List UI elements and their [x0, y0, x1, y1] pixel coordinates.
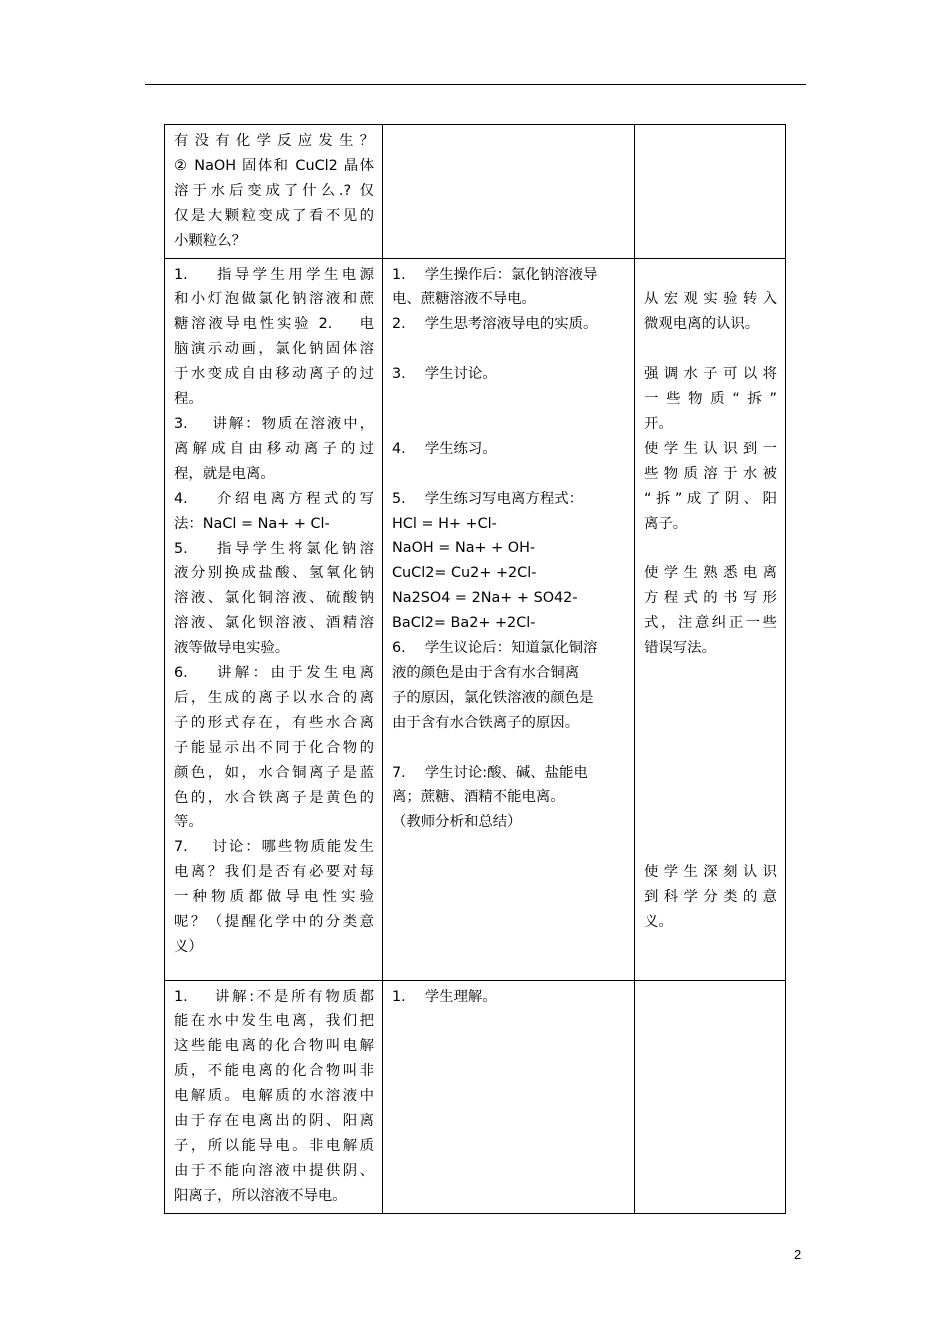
- page-number: 2: [794, 1247, 802, 1262]
- text-line: 这些能电离的化合物叫电解: [174, 1038, 374, 1055]
- text-line: 阳离子，所以溶液不导电。: [174, 1187, 347, 1204]
- text-line: 有没有化学反应发生？: [174, 133, 374, 149]
- text-line: 1. 学生操作后：氯化钠溶液导: [392, 266, 598, 283]
- text-line: 于水变成自由移动离子的过: [174, 366, 374, 383]
- blank-line: [644, 686, 777, 711]
- table-row: [165, 980, 786, 1213]
- design-intent-cell: [635, 125, 786, 259]
- blank-line: [644, 785, 777, 810]
- text-line: 子的形式存在，有些水合离: [174, 714, 374, 731]
- text-line: 到科学分类的意: [644, 889, 777, 906]
- text-line: 微观电离的认识。: [644, 316, 760, 333]
- blank-line: [644, 661, 777, 686]
- text-line: 液等做导电实验。: [174, 640, 290, 657]
- text-line: 义）: [174, 939, 203, 955]
- teacher-activity-cell: [165, 980, 383, 1213]
- text-line: 后，生成的离子以水合的离: [174, 689, 374, 706]
- text-line: 一种物质都做导电性实验: [174, 889, 374, 906]
- text-line: 些物质溶于水被: [644, 465, 777, 482]
- text-line: 一些物质“拆”: [644, 391, 777, 408]
- text-line: 5. 学生练习写电离方程式：: [392, 490, 583, 507]
- text-line: 质，不能电离的化合物叫非: [174, 1063, 374, 1080]
- text-line: 液的颜色是由于含有水合铜离: [392, 664, 580, 681]
- student-activity-cell: [383, 125, 635, 259]
- blank-line: [644, 761, 777, 786]
- lesson-plan-table: [164, 124, 786, 1214]
- blank-line: [644, 736, 777, 761]
- text-line: 2. 学生思考溶液导电的实质。: [392, 316, 598, 333]
- text-line: 能在水中发生电离，我们把: [174, 1013, 374, 1030]
- text-line: 式，注意纠正一些: [644, 615, 777, 632]
- student-activity-cell: [383, 258, 635, 980]
- text-line: 1. 指导学生用学生电源: [174, 266, 374, 283]
- text-line: 糖溶液导电性实验 2. 电: [174, 316, 374, 333]
- text-line: 脑演示动画，氯化钠固体溶: [174, 341, 374, 358]
- text-line: 电离？我们是否有必要对每: [174, 864, 374, 881]
- text-line: 开。: [644, 415, 673, 432]
- text-line: 使学生认识到一: [644, 440, 777, 457]
- blank-line: [392, 387, 626, 412]
- teacher-activity-cell: [165, 258, 383, 980]
- text-line: 3. 学生讨论。: [392, 366, 497, 383]
- blank-line: [392, 462, 626, 487]
- text-line: 错误写法。: [644, 640, 716, 657]
- blank-line: [644, 835, 777, 860]
- text-line: （教师分析和总结）: [392, 814, 522, 831]
- text-line: 7. 讨论：哪些物质能发生: [174, 839, 374, 856]
- text-line: “拆”成了阴、阳: [644, 490, 777, 507]
- blank-line: [644, 810, 777, 835]
- text-line: BaCl2= Ba2+ +2Cl-: [392, 615, 536, 632]
- text-line: 电解质。电解质的水溶液中: [174, 1088, 374, 1105]
- text-line: 溶于水后变成了什么.? 仅: [174, 182, 374, 199]
- text-line: 等。: [174, 814, 203, 831]
- text-line: 液分别换成盐酸、氢氧化钠: [174, 565, 374, 582]
- text-line: 离；蔗糖、酒精不能电离。: [392, 789, 565, 806]
- text-line: 子能显示出不同于化合物的: [174, 739, 374, 756]
- header-rule: [145, 84, 806, 85]
- blank-line: [644, 536, 777, 561]
- text-line: 由于存在电离出的阴、阳离: [174, 1113, 374, 1130]
- text-line: 子，所以能导电。非电解质: [174, 1137, 374, 1154]
- text-line: 色的，水合铁离子是黄色的: [174, 789, 374, 806]
- text-line: 强调水子可以将: [644, 366, 777, 383]
- text-line: 仅是大颗粒变成了看不见的: [174, 207, 374, 224]
- text-line: 溶液、氯化铜溶液、硫酸钠: [174, 590, 374, 607]
- text-line: 电、蔗糖溶液不导电。: [392, 291, 536, 308]
- teacher-activity-cell: [165, 125, 383, 259]
- text-line: CuCl2= Cu2+ +2Cl-: [392, 565, 537, 582]
- text-line: Na2SO4 = 2Na+ + SO42-: [392, 590, 578, 607]
- text-line: 6. 讲解：由于发生电离: [174, 665, 374, 682]
- text-line: 由于含有水合铁离子的原因。: [392, 714, 580, 731]
- blank-line: [392, 736, 626, 761]
- text-line: 法：NaCl = Na+ + Cl-: [174, 515, 330, 532]
- blank-line: [392, 412, 626, 437]
- text-line: 颜色，如，水合铜离子是蓝: [174, 764, 374, 781]
- text-line: 和小灯泡做氯化钠溶液和蔗: [174, 291, 374, 308]
- table-row: [165, 125, 786, 259]
- blank-line: [392, 337, 626, 362]
- text-line: 5. 指导学生将氯化钠溶: [174, 540, 374, 557]
- text-line: 小颗粒么？: [174, 232, 246, 249]
- text-line: 溶液、氯化钡溶液、酒精溶: [174, 615, 374, 632]
- blank-line: [644, 711, 777, 736]
- text-line: 义。: [644, 913, 673, 930]
- design-intent-cell: [635, 980, 786, 1213]
- text-line: 1. 讲解:不是所有物质都: [174, 988, 374, 1005]
- text-line: ② NaOH 固体和 CuCl2 晶体: [174, 157, 374, 174]
- text-line: 使学生熟悉电离: [644, 565, 777, 582]
- text-line: 6. 学生议论后：知道氯化铜溶: [392, 640, 598, 657]
- text-line: NaOH = Na+ + OH-: [392, 540, 536, 557]
- text-line: 4. 学生练习。: [392, 440, 497, 457]
- text-line: 从宏观实验转入: [644, 291, 777, 308]
- table-row: [165, 258, 786, 980]
- text-line: 程，就是电离。: [174, 465, 275, 482]
- text-line: 程。: [174, 391, 203, 408]
- text-line: HCl = H+ +Cl-: [392, 515, 497, 532]
- blank-line: [644, 337, 777, 362]
- text-line: 方程式的书写形: [644, 590, 777, 607]
- student-activity-cell: [383, 980, 635, 1213]
- blank-line: [644, 263, 777, 288]
- text-line: 子的原因，氯化铁溶液的颜色是: [392, 689, 594, 706]
- design-intent-cell: [635, 258, 786, 980]
- text-line: 1. 学生理解。: [392, 988, 497, 1005]
- text-line: 由于不能向溶液中提供阴、: [174, 1162, 374, 1179]
- text-line: 3. 讲解：物质在溶液中，: [174, 415, 374, 432]
- text-line: 离解成自由移动离子的过: [174, 440, 374, 457]
- text-line: 4. 介绍电离方程式的写: [174, 490, 374, 507]
- text-line: 7. 学生讨论:酸、碱、盐能电: [392, 764, 588, 781]
- text-line: 使学生深刻认识: [644, 864, 777, 881]
- text-line: 呢？（提醒化学中的分类意: [174, 914, 374, 931]
- text-line: 离子。: [644, 515, 688, 532]
